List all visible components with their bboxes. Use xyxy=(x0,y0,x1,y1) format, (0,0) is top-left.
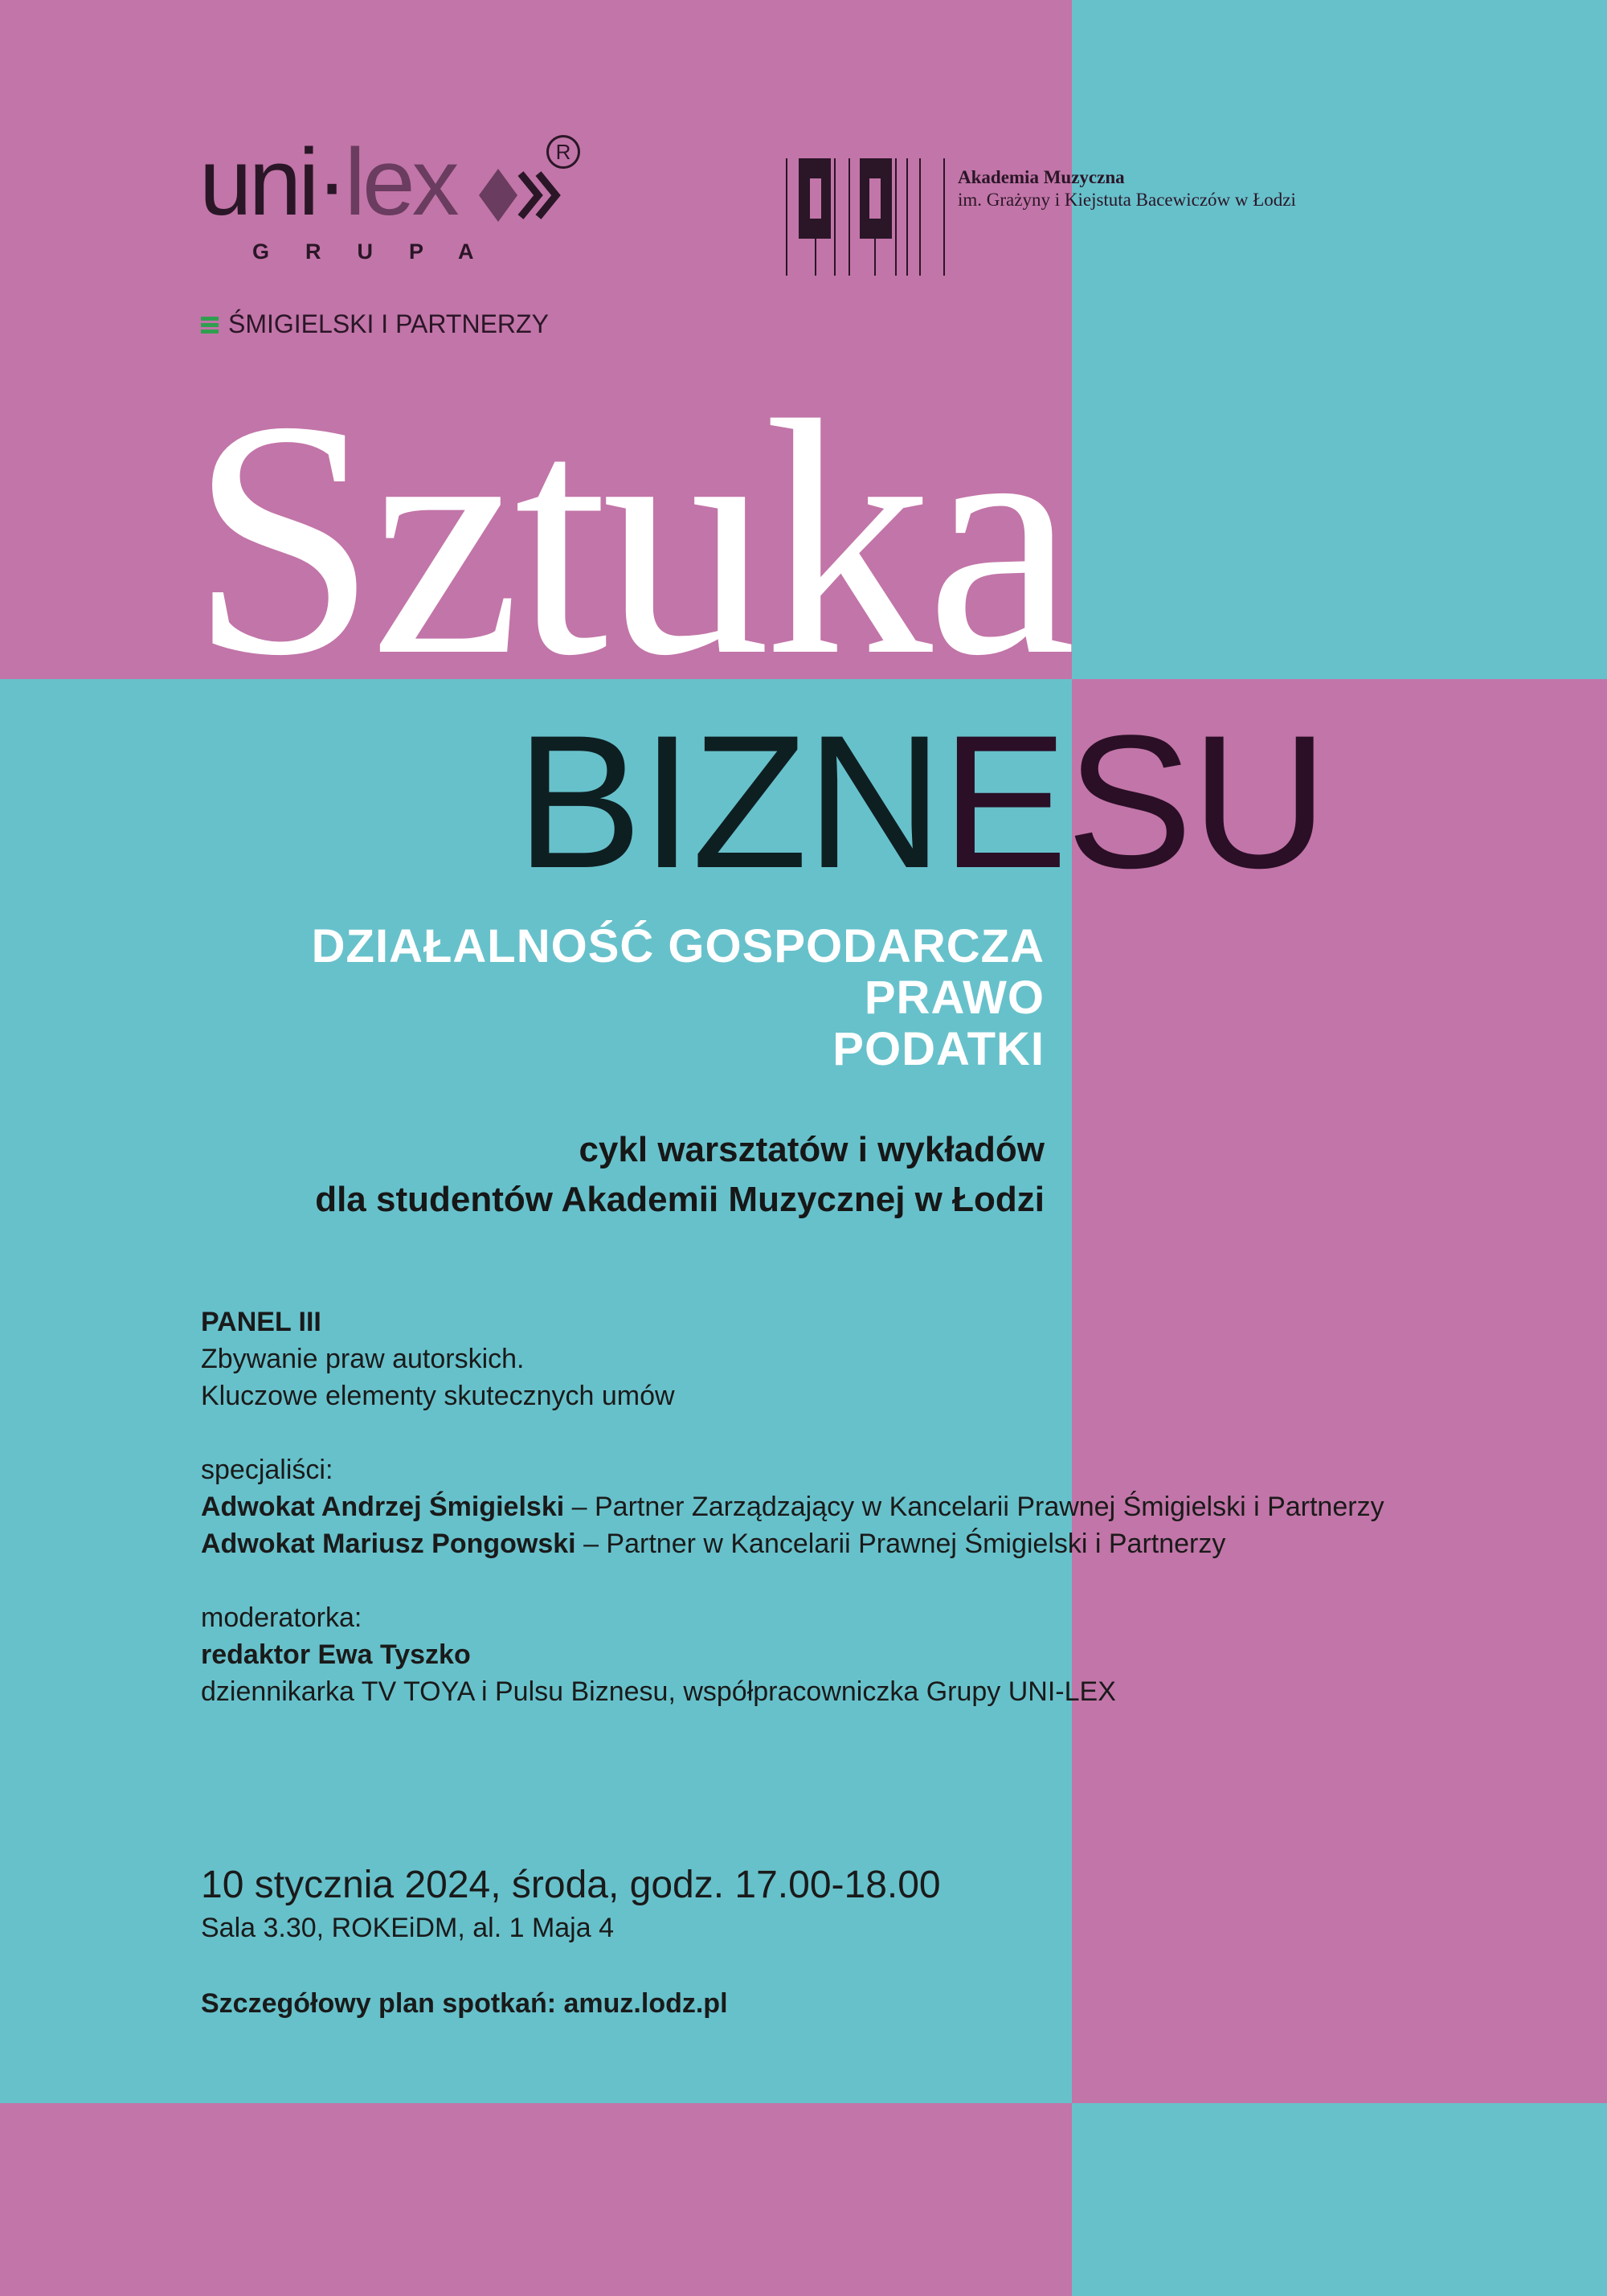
unilex-wordmark: uni·lex xyxy=(199,129,456,235)
unilex-grupa-label: GRUPA xyxy=(252,239,510,264)
unilex-arrows-icon xyxy=(479,159,567,231)
specialist-row xyxy=(201,1525,1384,1562)
registered-mark: R xyxy=(546,135,580,169)
smigielski-label: ŚMIGIELSKI I PARTNERZY xyxy=(228,309,549,338)
event-date: 10 stycznia 2024, środa, godz. 17.00-18.00 xyxy=(201,1864,941,1906)
unilex-logo xyxy=(199,129,601,272)
title-sub: BIZNESU xyxy=(516,696,1327,908)
panel-heading: PANEL III xyxy=(201,1307,321,1337)
tagline xyxy=(315,1125,1045,1225)
moderator-label: moderatorka: xyxy=(201,1602,362,1633)
moderator-name: redaktor Ewa Tyszko xyxy=(201,1639,471,1670)
tagline-line: dla studentów Akademii Muzycznej w Łodzi xyxy=(315,1180,1045,1219)
bg-block-bottom-left xyxy=(0,2103,1072,2296)
title-main: Sztuka xyxy=(190,351,1070,725)
topic-item: DZIAŁALNOŚĆ GOSPODARCZA xyxy=(311,920,1045,972)
smigielski-bars-icon xyxy=(201,317,219,334)
specialists-section xyxy=(201,1451,1384,1562)
bg-block-bottom-right xyxy=(1072,2103,1607,2296)
specialist-role: – Partner Zarządzający w Kancelarii Prawnej Śmigielski i Partnerzy xyxy=(564,1492,1384,1522)
am-piano-logo-icon xyxy=(786,138,947,299)
panel-line: Zbywanie praw autorskich. xyxy=(201,1344,525,1374)
specialist-role: – Partner w Kancelarii Prawnej Śmigielski i Partnerzy xyxy=(575,1529,1226,1559)
moderator-section xyxy=(201,1599,1116,1710)
topic-item: PRAWO xyxy=(864,972,1045,1024)
specialists-label: specjaliści: xyxy=(201,1455,333,1485)
schedule-link-text: Szczegółowy plan spotkań: amuz.lodz.pl xyxy=(201,1988,728,2019)
tagline-line: cykl warsztatów i wykładów xyxy=(579,1130,1045,1169)
moderator-role: dziennikarka TV TOYA i Pulsu Biznesu, współpracowniczka Grupy UNI-LEX xyxy=(201,1676,1116,1707)
specialist-name: Adwokat Mariusz Pongowski xyxy=(201,1529,576,1559)
panel-line: Kluczowe elementy skutecznych umów xyxy=(201,1381,675,1411)
panel-section xyxy=(201,1304,675,1414)
topics-list xyxy=(312,921,1045,1075)
specialist-row xyxy=(201,1488,1384,1525)
event-venue: Sala 3.30, ROKEiDM, al. 1 Maja 4 xyxy=(201,1913,615,1943)
bg-block-top-right xyxy=(1072,0,1607,679)
akademia-subtitle: im. Grażyny i Kiejstuta Bacewiczów w Łodzi xyxy=(958,190,1296,210)
specialist-name: Adwokat Andrzej Śmigielski xyxy=(201,1492,565,1522)
topic-item: PODATKI xyxy=(832,1023,1045,1075)
akademia-name: Akademia Muzyczna xyxy=(958,167,1125,187)
